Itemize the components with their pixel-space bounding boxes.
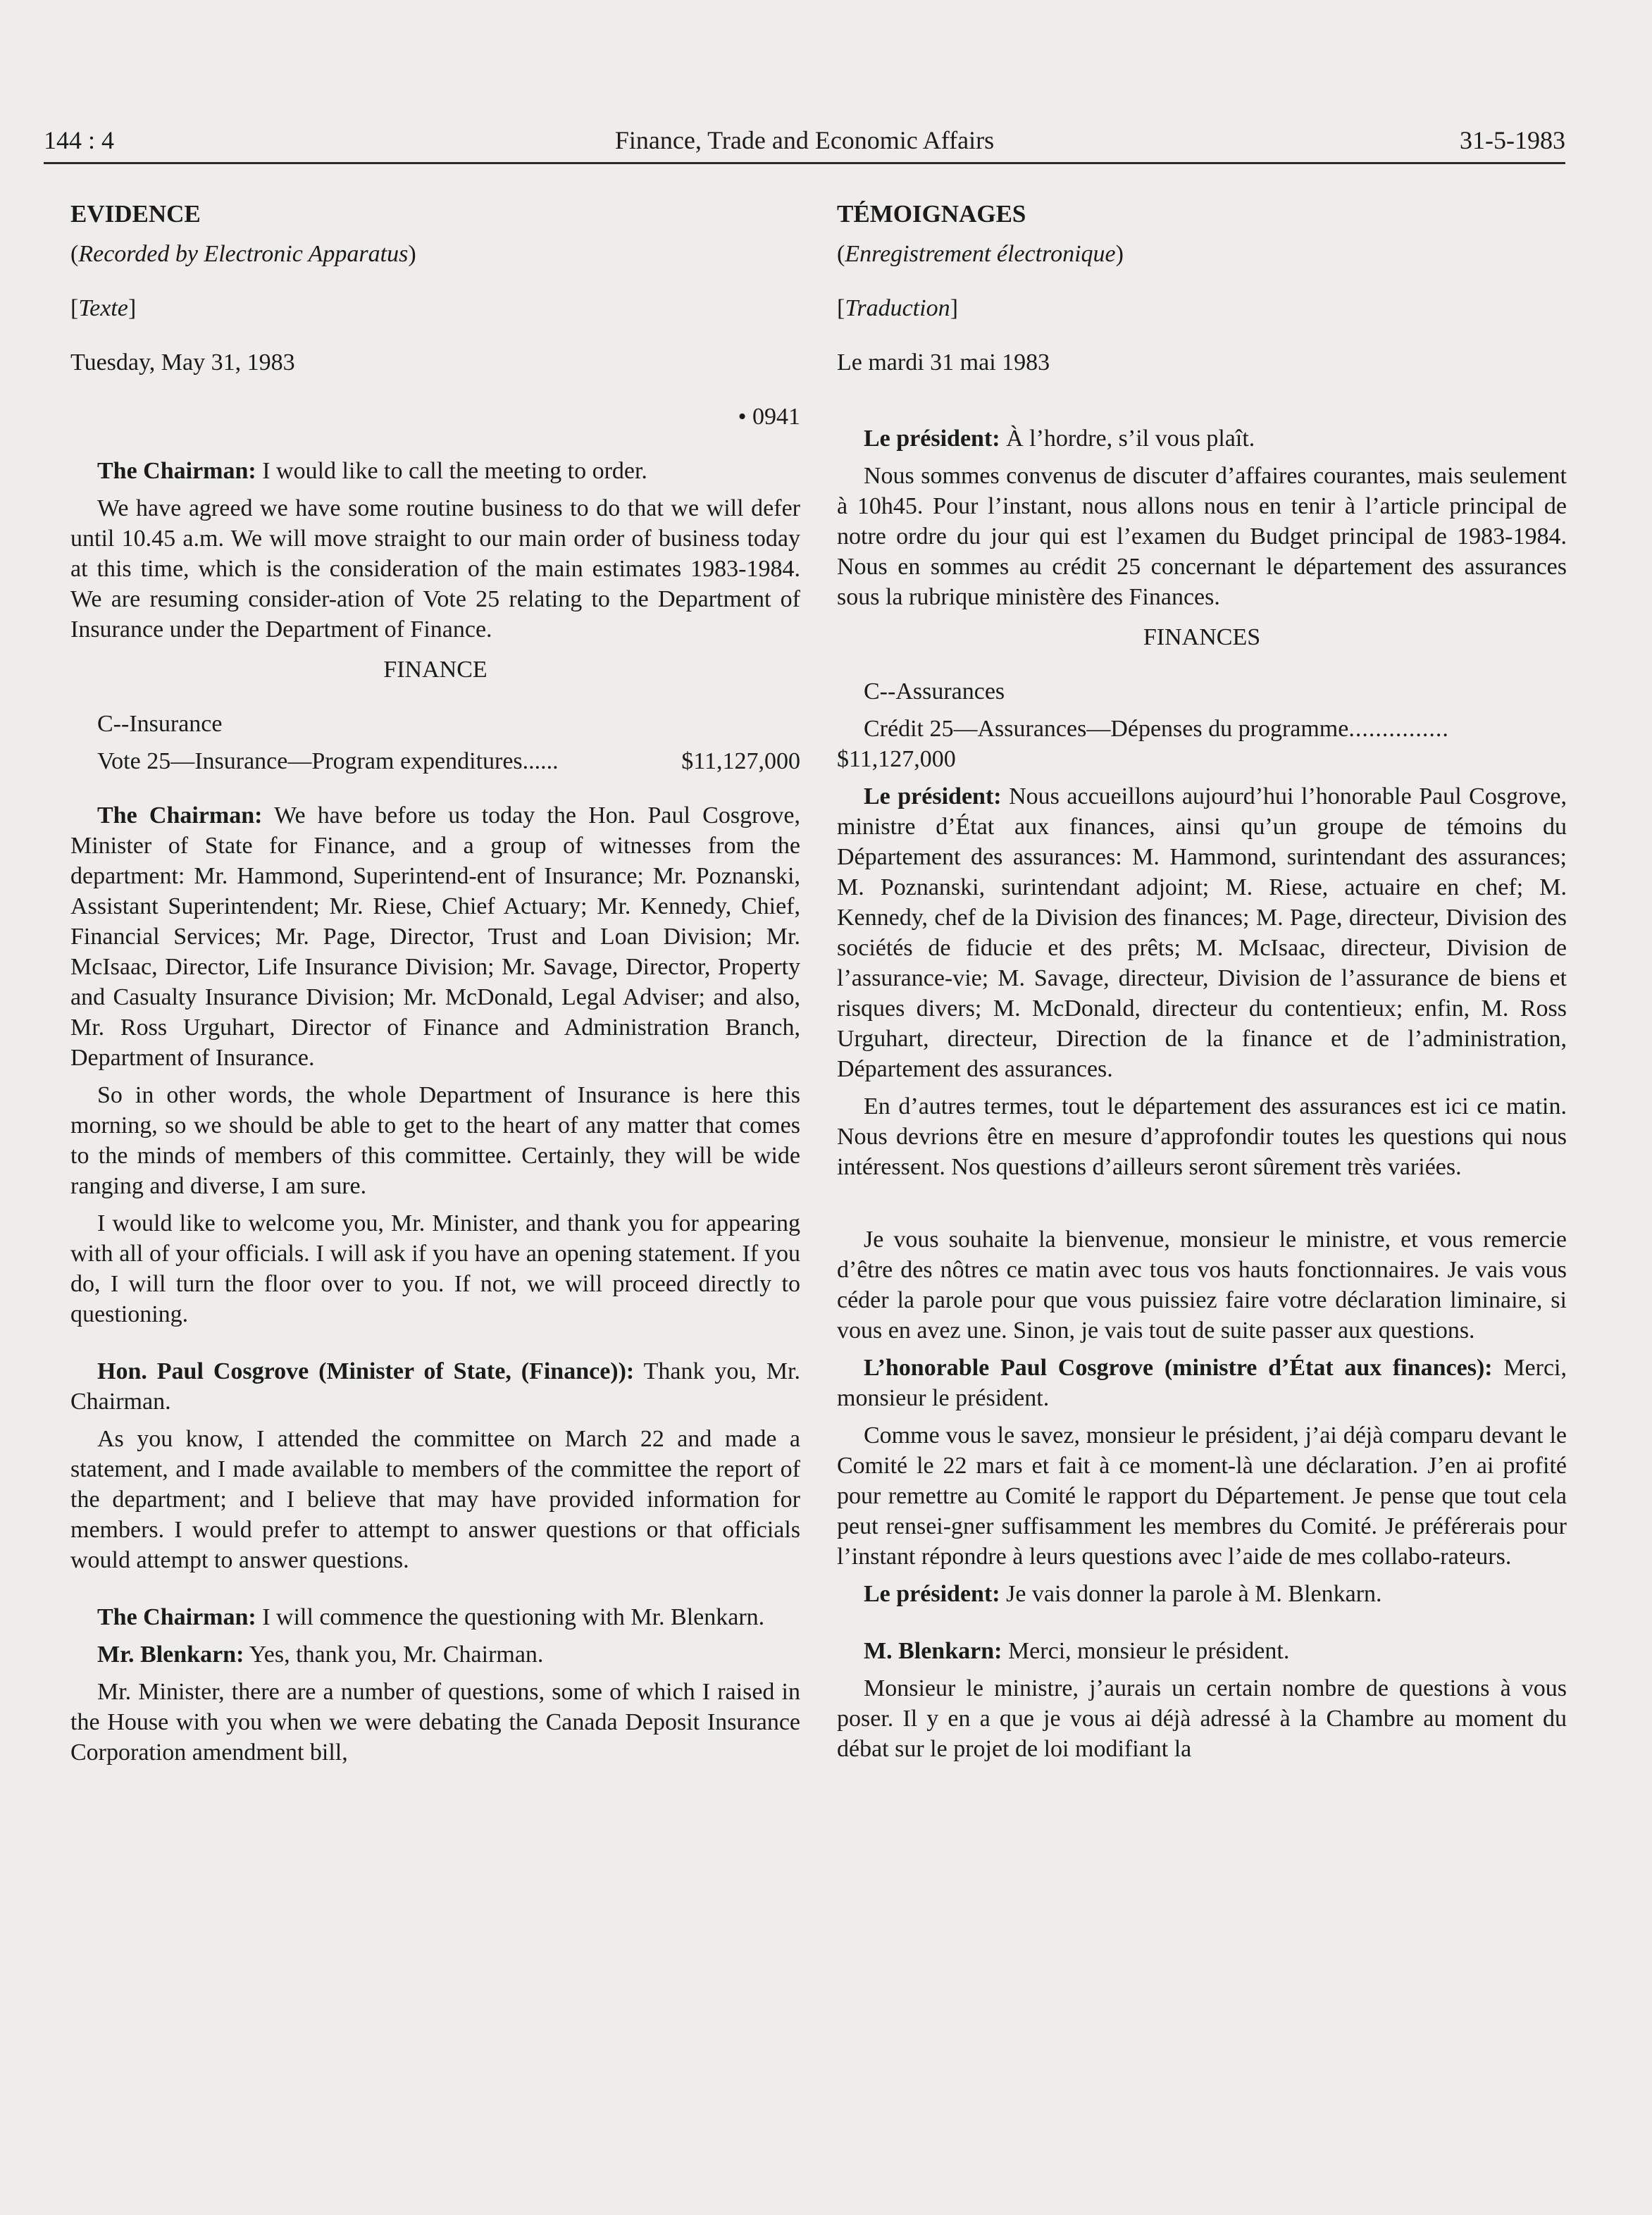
meeting-date: Tuesday, May 31, 1983 [70,349,295,376]
section-heading: FINANCES [1143,624,1261,650]
header-date: 31-5-1983 [1460,126,1565,154]
paragraph-10: Mr. Minister, there are a number of questions, some of which I raised in the House with you when we were debating the Canada Deposit Insurance Corporation amendment bill, [70,1679,800,1766]
text-marker: [Texte] [70,295,137,321]
running-title: Finance, Trade and Economic Affairs [614,126,995,154]
paragraph-8: The Chairman: I will commence the questioning with Mr. Blenkarn. [97,1604,765,1630]
paragraph-1: Le président: À l’hordre, s’il vous plaît. [864,426,1255,452]
paragraph-3: Le président: Nous accueillons aujourd’hui l’honorable Paul Cosgrove, ministre d’État aux finances, ainsi qu’un groupe de témoins du Département des assurances: M. Hammond, surintendant des assurances; M. Poznanski, surintendant adjoint; M. Riese, actuaire en chef; M. Kennedy, chef de la Division des finances; M. Page, directeur, Division des sociétés de fiducie et des prêts; M. McIsaac, directeur, Division de l’assurance-vie; M. Savage, directeur, Division de l’assurance de biens et risques divers; M. McDonald, directeur du contentieux; enfin, M. Ross Urguhart, directeur, Direction de la finance et de l’administration, Département des assurances. [837,783,1567,1082]
paragraph-6: L’honorable Paul Cosgrove (ministre d’État aux finances): Merci, monsieur le président. [837,1355,1567,1411]
paragraph-9: Mr. Blenkarn: Yes, thank you, Mr. Chairman. [97,1642,544,1668]
subsection: C--Insurance [97,711,223,737]
paragraph-4: En d’autres termes, tout le département des assurances est ici ce matin. Nous devrions être en mesure d’approfondir toutes les questions qui nous intéressent. Nos questions d’ailleurs seront sûrement très variées. [837,1093,1567,1180]
paragraph-7: Comme vous le savez, monsieur le président, j’ai déjà comparu devant le Comité le 22 mars et fait à ce moment-là une déclaration. J’en ai profité pour remettre au Comité le rapport du Département. Je pense que tout cela peut rensei-gner suffisamment les membres du Comité. Je préférerais pour l’instant répondre à leurs questions avec l’aide de mes collabo-rateurs. [837,1422,1567,1570]
evidence-heading: EVIDENCE [70,200,201,228]
vote-line: Crédit 25—Assurances—Dépenses du programme............... $11,127,000 [837,716,1449,772]
paragraph-2: We have agreed we have some routine business to do that we will defer until 10.45 a.m. We will move straight to our main order of business today at this time, which is the consideration of the main estimates 1983-1984. We are resuming consider-ation of Vote 25 relating to the Department of Insurance under the Department of Finance. [70,495,800,643]
section-heading: FINANCE [383,657,487,683]
page-header [44,125,1565,164]
paragraph-5: I would like to welcome you, Mr. Minister, and thank you for appearing with all of your officials. I will ask if you have an opening statement. If you do, I will turn the floor over to you. If not, we will proceed directly to questioning. [70,1210,800,1327]
meeting-date: Le mardi 31 mai 1983 [837,349,1050,376]
paragraph-10: Monsieur le ministre, j’aurais un certain nombre de questions à vous poser. Il y en a que je vous ai déjà adressé à la Chambre au moment du débat sur le projet de loi modifiant la [837,1675,1567,1762]
recording-note: (Enregistrement électronique) [837,241,1124,267]
paragraph-1: The Chairman: I would like to call the meeting to order. [97,458,647,484]
page-number: 144 : 4 [44,126,115,154]
subsection: C--Assurances [864,678,1005,705]
text-marker: [Traduction] [837,295,958,321]
paragraph-7: As you know, I attended the committee on March 22 and made a statement, and I made available to members of the committee the report of the department; and I believe that may have provided information for members. I would prefer to attempt to answer questions or that officials would attempt to answer questions. [70,1426,800,1573]
paragraph-8: Le président: Je vais donner la parole à M. Blenkarn. [864,1581,1382,1607]
paragraph-4: So in other words, the whole Department of Insurance is here this morning, so we should be able to get to the heart of any matter that comes to the minds of members of this committee. Certainly, they will be wide ranging and diverse, I am sure. [70,1082,800,1199]
english-column [70,199,800,1768]
recording-note: (Recorded by Electronic Apparatus) [70,241,416,267]
french-column [837,199,1567,1764]
paragraph-6: Hon. Paul Cosgrove (Minister of State, (Finance)): Thank you, Mr. Chairman. [70,1358,800,1415]
paragraph-3: The Chairman: We have before us today the Hon. Paul Cosgrove, Minister of State for Finance, and a group of witnesses from the department: Mr. Hammond, Superintend-ent of Insurance; Mr. Poznanski, Assistant Superintendent; Mr. Riese, Chief Actuary; Mr. Kennedy, Chief, Financial Services; Mr. Page, Director, Trust and Loan Division; Mr. McIsaac, Director, Life Insurance Division; Mr. Savage, Director, Property and Casualty Insurance Division; Mr. McDonald, Legal Adviser; and also, Mr. Ross Urguhart, Director of Finance and Administration Branch, Department of Insurance. [70,802,801,1071]
paragraph-2: Nous sommes convenus de discuter d’affaires courantes, mais seulement à 10h45. Pour l’instant, nous allons nous en tenir à l’article principal de notre ordre du jour qui est l’examen du Budget principal de 1983-1984. Nous en sommes au crédit 25 concernant le département des assurances sous la rubrique ministère des Finances. [837,463,1567,610]
vote-line: Vote 25—Insurance—Program expenditures...... $11,127,000 [97,748,800,774]
paragraph-5: Je vous souhaite la bienvenue, monsieur le ministre, et vous remercie d’être des nôtres ce matin avec tous vos hauts fonctionnaires. Je vais vous céder la parole pour que vous puissiez faire votre déclaration liminaire, si vous en avez une. Sinon, je vais tout de suite passer aux questions. [837,1227,1567,1344]
time-marker: • 0941 [738,404,800,430]
temoignages-heading: TÉMOIGNAGES [837,200,1026,228]
paragraph-9: M. Blenkarn: Merci, monsieur le président. [864,1638,1290,1664]
